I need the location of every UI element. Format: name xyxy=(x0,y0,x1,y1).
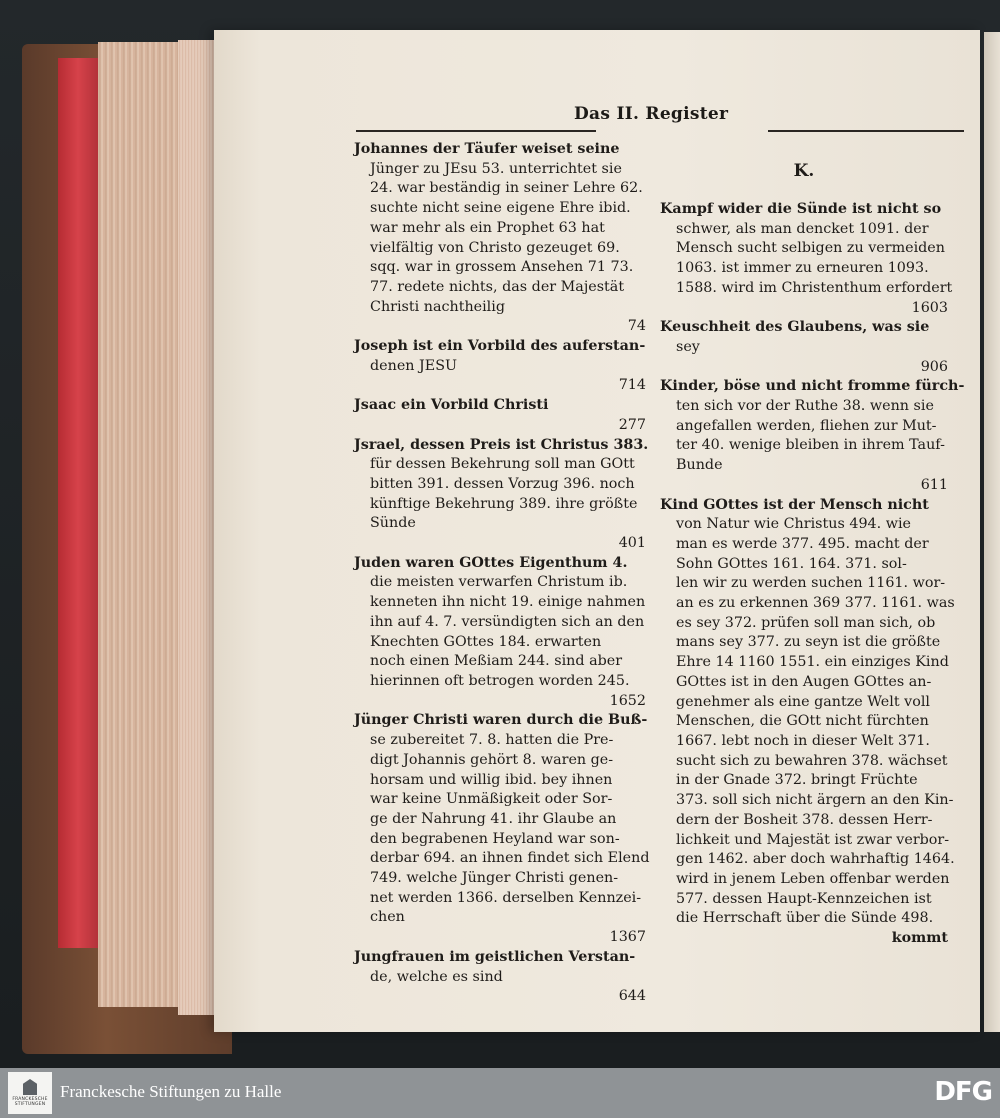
index-entry xyxy=(354,554,646,712)
entry-line: len wir zu werden suchen 1161. wor- xyxy=(676,575,946,592)
entry-line: lichkeit und Majestät ist zwar verbor- xyxy=(676,831,950,848)
entry-line: Christi nachtheilig xyxy=(370,298,505,315)
index-entry xyxy=(660,318,948,377)
entry-headline: Kind GOttes ist der Mensch nicht xyxy=(660,496,929,513)
entry-line: Menschen, die GOtt nicht fürchten xyxy=(676,713,929,730)
entry-line: war mehr als ein Prophet 63 hat xyxy=(370,219,605,236)
entry-line: kenneten ihn nicht 19. einige nahmen xyxy=(370,594,646,611)
entry-line: 77. redete nichts, das der Majestät xyxy=(370,278,625,295)
institution-name: Franckesche Stiftungen zu Halle xyxy=(60,1082,282,1101)
page-reference: 74 xyxy=(627,318,646,335)
entry-line: an es zu erkennen 369 377. 1161. was xyxy=(676,595,955,612)
entry-line: bitten 391. dessen Vorzug 396. noch xyxy=(370,475,635,492)
entry-line: 1063. ist immer zu erneuren 1093. xyxy=(676,260,929,277)
entry-line: net werden 1366. derselben Kennzei- xyxy=(370,889,642,906)
entry-line: 373. soll sich nicht ärgern an den Kin- xyxy=(676,792,954,809)
entry-headline: Kampf wider die Sünde ist nicht so xyxy=(660,201,942,217)
entry-line: noch einen Meßiam 244. sind aber xyxy=(370,653,623,670)
header-rule-left xyxy=(356,130,596,132)
entry-line: Jünger zu JEsu 53. unterrichtet sie xyxy=(370,160,622,177)
entry-line: dern der Bosheit 378. dessen Herr- xyxy=(676,811,933,828)
entry-line: 577. dessen Haupt-Kennzeichen ist xyxy=(676,890,932,907)
entry-line: derbar 694. an ihnen findet sich Elend xyxy=(370,850,650,867)
facing-page-edge xyxy=(984,32,1000,1032)
entry-line: Sünde xyxy=(370,515,416,532)
entry-line: angefallen werden, fliehen zur Mut- xyxy=(676,417,937,434)
index-entry xyxy=(660,377,965,495)
entry-headline: Juden waren GOttes Eigenthum 4. xyxy=(354,554,628,571)
left-column xyxy=(354,140,650,1007)
section-letter: K. xyxy=(793,161,815,181)
entry-line: suchte nicht seine eigene Ehre ibid. xyxy=(370,200,631,217)
index-entry xyxy=(354,396,646,435)
entry-line: wird in jenem Leben offenbar werden xyxy=(676,870,950,887)
running-header: Das II. Register xyxy=(574,104,729,124)
page-reference: 714 xyxy=(618,377,646,394)
entry-line: 24. war beständig in seiner Lehre 62. xyxy=(370,180,643,197)
page-reference: 1603 xyxy=(911,299,948,316)
francke-logo[interactable] xyxy=(8,1072,52,1114)
entry-line: 1667. lebt noch in dieser Welt 371. xyxy=(676,732,930,749)
entry-headline: Jsrael, dessen Preis ist Christus 383. xyxy=(354,436,649,453)
entry-line: war keine Unmäßigkeit oder Sor- xyxy=(370,791,613,808)
entry-line: denen JESU xyxy=(370,357,458,374)
dfg-logo[interactable]: DFG xyxy=(934,1077,992,1107)
entry-line: sucht sich zu bewahren 378. wächset xyxy=(676,752,948,769)
entry-line: vielfältig von Christo gezeuget 69. xyxy=(370,239,620,256)
entry-line: sey xyxy=(676,338,700,355)
index-entry xyxy=(354,711,650,947)
entry-headline: Jünger Christi waren durch die Buß- xyxy=(354,712,648,729)
entry-line: chen xyxy=(370,909,405,926)
entry-line: se zubereitet 7. 8. hatten die Pre- xyxy=(370,732,614,749)
entry-line: die Herrschaft über die Sünde 498. xyxy=(676,910,934,927)
entry-line: mans sey 377. zu seyn ist die größte xyxy=(676,634,941,651)
entry-line: Sohn GOttes 161. 164. 371. sol- xyxy=(676,555,907,572)
entry-line: horsam und willig ibid. bey ihnen xyxy=(370,771,613,788)
entry-headline: Kinder, böse und nicht fromme fürch- xyxy=(660,378,965,395)
building-icon xyxy=(23,1079,37,1095)
entry-line: für dessen Bekehrung soll man GOtt xyxy=(370,456,635,473)
entry-headline: Joseph ist ein Vorbild des auferstan- xyxy=(354,338,646,355)
entry-line: Ehre 14 1160 1551. ein einziges Kind xyxy=(676,654,949,671)
page-reference: 1367 xyxy=(609,929,646,946)
entry-line: 1588. wird im Christenthum erfordert xyxy=(676,279,953,296)
index-entry xyxy=(354,436,649,554)
index-entry xyxy=(354,948,646,1007)
entry-line: Bunde xyxy=(676,457,723,474)
viewer-footer xyxy=(0,1068,1000,1118)
index-entry xyxy=(354,140,646,337)
page-reference: 644 xyxy=(618,988,646,1005)
entry-headline: Keuschheit des Glaubens, was sie xyxy=(660,319,930,336)
entry-line: die meisten verwarfen Christum ib. xyxy=(370,574,628,591)
entry-line: den begrabenen Heyland war son- xyxy=(370,830,620,847)
page-reference: 401 xyxy=(618,535,646,552)
entry-line: hierinnen oft betrogen worden 245. xyxy=(370,672,630,689)
catchword: kommt xyxy=(891,930,948,947)
page-reference: 277 xyxy=(618,416,646,433)
page-reference: 611 xyxy=(920,476,948,493)
right-entries xyxy=(660,200,965,929)
entry-line: Mensch sucht selbigen zu vermeiden xyxy=(676,240,945,257)
index-entry xyxy=(660,200,953,318)
right-column xyxy=(660,140,965,949)
entry-line: in der Gnade 372. bringt Früchte xyxy=(676,772,918,789)
entry-line: ihn auf 4. 7. versündigten sich an den xyxy=(370,613,645,630)
entry-line: künftige Bekehrung 389. ihre größte xyxy=(370,495,638,512)
index-entry xyxy=(354,337,646,396)
header-rule-right xyxy=(768,130,964,132)
entry-line: digt Johannis gehört 8. waren ge- xyxy=(370,751,614,768)
entry-headline: Jsaac ein Vorbild Christi xyxy=(354,397,549,414)
entry-line: man es werde 377. 495. macht der xyxy=(676,535,929,552)
entry-line: de, welche es sind xyxy=(370,968,503,985)
entry-line: ten sich vor der Ruthe 38. wenn sie xyxy=(676,398,934,415)
entry-line: schwer, als man dencket 1091. der xyxy=(676,220,929,237)
entry-line: gen 1462. aber doch wahrhaftig 1464. xyxy=(676,851,955,868)
logo-text: FRANCKESCHE STIFTUNGEN xyxy=(12,1097,48,1107)
entry-line: sqq. war in grossem Ansehen 71 73. xyxy=(370,259,634,276)
page-reference: 1652 xyxy=(609,692,646,709)
entry-line: ge der Nahrung 41. ihr Glaube an xyxy=(370,810,617,827)
entry-headline: Jungfrauen im geistlichen Verstan- xyxy=(354,948,636,965)
entry-line: genehmer als eine gantze Welt voll xyxy=(676,693,930,710)
entry-line: von Natur wie Christus 494. wie xyxy=(676,516,911,533)
index-entry xyxy=(660,496,955,929)
entry-line: ter 40. wenige bleiben in ihrem Tauf- xyxy=(676,437,945,454)
entry-line: GOttes ist in den Augen GOttes an- xyxy=(676,673,932,690)
entry-line: Knechten GOttes 184. erwarten xyxy=(370,633,602,650)
page-reference: 906 xyxy=(920,358,948,375)
entry-line: 749. welche Jünger Christi genen- xyxy=(370,870,619,887)
entry-headline: Johannes der Täufer weiset seine xyxy=(354,141,620,157)
entry-line: es sey 372. prüfen soll man sich, ob xyxy=(676,614,936,631)
red-page-edge xyxy=(58,58,98,948)
